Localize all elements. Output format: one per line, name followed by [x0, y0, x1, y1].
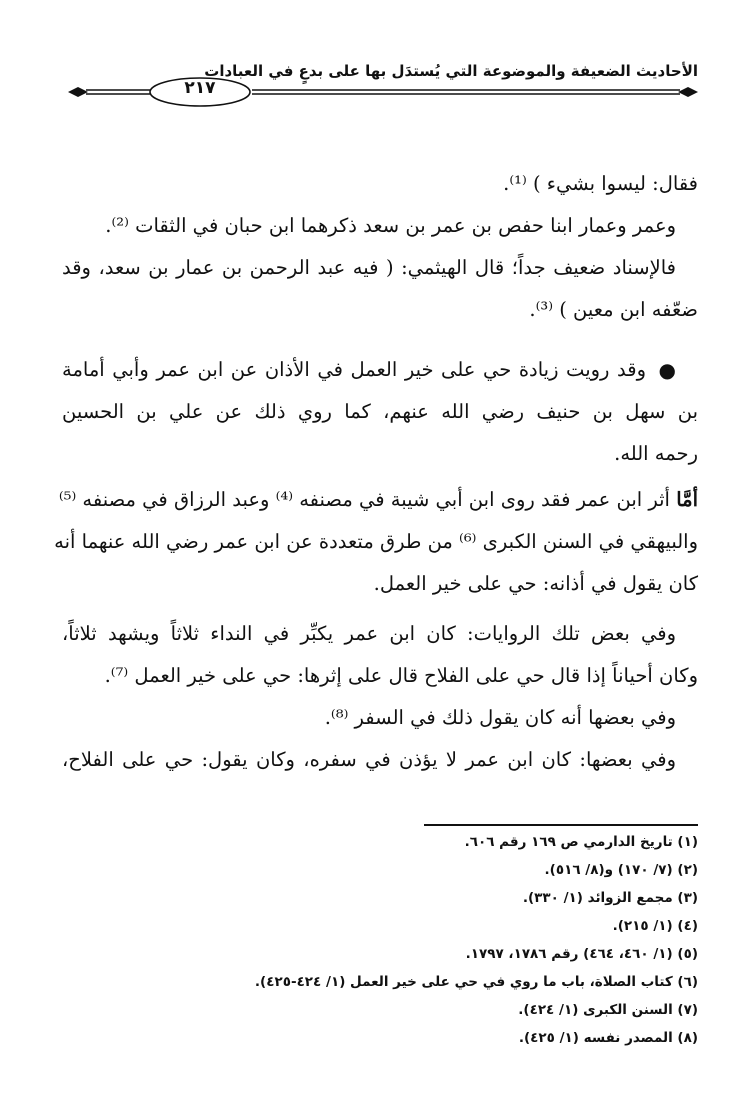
running-title: الأحاديث الضعيفة والموضوعة التي يُستدَل بها على بدعٍ في العبادات [204, 62, 698, 80]
footnote: (٣) مجمع الزوائد (١/ ٣٣٠). [522, 890, 698, 906]
footnote: (٦) كتاب الصلاة، باب ما روي في حي على خير العمل (١/ ٤٢٤-٤٢٥). [254, 974, 698, 990]
lead-word: أمَّا [676, 488, 698, 511]
text-line: رحمه الله. [614, 442, 698, 465]
text-line: وفي بعضها: كان ابن عمر لا يؤذن في سفره، وكان يقول: حي على الفلاح، [62, 748, 676, 771]
text-line: وعمر وعمار ابنا حفص بن عمر بن سعد ذكرهما ابن حبان في الثقات ⁽²⁾. [105, 214, 676, 237]
bullet-paragraph-line [62, 350, 698, 390]
footnote: (١) تاريخ الدارمي ص ١٦٩ رقم ٦٠٦. [464, 834, 698, 850]
text-line: بن سهل بن حنيف رضي الله عنهم، كما روي ذلك عن علي بن الحسين [62, 400, 698, 423]
page-header [66, 58, 698, 114]
page-number: ٢١٧ [184, 78, 216, 98]
text-line: وفي بعض تلك الروايات: كان ابن عمر يكبِّر في النداء ثلاثاً ويشهد ثلاثاً، [62, 622, 676, 645]
footnote: (٧) السنن الكبرى (١/ ٤٢٤). [518, 1002, 698, 1018]
bullet-icon: ● [658, 358, 676, 382]
text-line-rest: أثر ابن عمر فقد روى ابن أبي شيبة في مصنفه ⁽⁴⁾ وعبد الرزاق في مصنفه ⁽⁵⁾ [58, 488, 670, 511]
text-line [58, 480, 698, 520]
text-line: وفي بعضها أنه كان يقول ذلك في السفر ⁽⁸⁾. [324, 706, 676, 729]
text-line: فقال: ليسوا بشيء ) ⁽¹⁾. [503, 172, 698, 195]
text-line: كان يقول في أذانه: حي على خير العمل. [373, 572, 698, 595]
text-line: وقد رويت زيادة حي على خير العمل في الأذان عن ابن عمر وأبي أمامة [62, 358, 646, 381]
footnote: (٢) (٧/ ١٧٠) و(٨/ ٥١٦). [544, 862, 698, 878]
footnote-separator [424, 824, 698, 826]
footnote: (٤) (١/ ٢١٥). [612, 918, 698, 934]
text-line: ضعّفه ابن معين ) ⁽³⁾. [529, 298, 698, 321]
text-line: وكان أحياناً إذا قال حي على الفلاح قال على إثرها: حي على خير العمل ⁽⁷⁾. [104, 664, 698, 687]
text-line: فالإسناد ضعيف جداً؛ قال الهيثمي: ( فيه عبد الرحمن بن عمار بن سعد، وقد [62, 256, 676, 279]
text-line: والبيهقي في السنن الكبرى ⁽⁶⁾ من طرق متعددة عن ابن عمر رضي الله عنهما أنه [54, 530, 698, 553]
footnote: (٨) المصدر نفسه (١/ ٤٢٥). [518, 1030, 698, 1046]
footnote: (٥) (١/ ٤٦٠، ٤٦٤) رقم ١٧٨٦، ١٧٩٧. [465, 946, 698, 962]
